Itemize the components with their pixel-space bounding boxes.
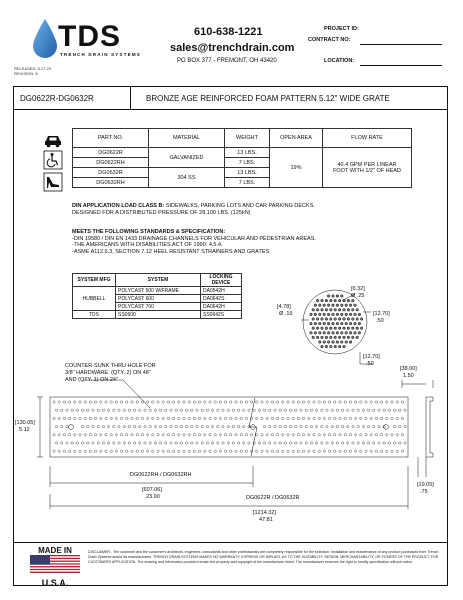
mfg-hubbell: HUBBELL <box>73 287 116 311</box>
grate-side-profile <box>426 397 433 457</box>
model-numbers: DG0622R-DG0632R <box>20 94 94 103</box>
dim-050a: .50 <box>376 318 384 324</box>
made-in-text: MADE IN <box>38 546 72 555</box>
half-grate-in: 23.90 <box>146 494 160 500</box>
table-row <box>73 148 412 158</box>
standard-item: -THE AMERICANS WITH DISABILITIES ACT OF 1990: 4.5.4. <box>72 242 223 249</box>
open-area: 19% <box>270 148 323 188</box>
part-no: DG0632RH <box>73 178 149 188</box>
system-name: POLYCAST 600 <box>116 295 201 303</box>
mailing-address: PO BOX 377 - FREMONT, OH 43420 <box>177 58 277 64</box>
water-drop-logo-icon <box>32 18 58 58</box>
full-grate-label: DG0622R / DG0632R <box>246 495 300 501</box>
col-material: MATERIAL <box>149 129 225 148</box>
detail-hole-pattern <box>310 295 363 348</box>
email-address[interactable]: sales@trenchdrain.com <box>170 42 295 54</box>
load-class <box>72 203 442 216</box>
col-part-no: PART NO. <box>73 129 149 148</box>
location-label: LOCATION: <box>324 58 355 64</box>
contract-line <box>360 44 442 45</box>
full-grate-mm: [1214.32] <box>253 510 276 516</box>
revision: REVISION: 8 <box>14 71 38 76</box>
material-galvanized: GALVANIZED <box>149 148 225 168</box>
grate-title: BRONZE AGE REINFORCED FOAM PATTERN 5.12" WIDE GRATE <box>146 94 390 103</box>
mfg-tds: TDS <box>73 311 116 319</box>
part-no: DG0622RH <box>73 158 149 168</box>
load-class-text: SIDEWALKS, PARKING LOTS AND CAR PARKING DECKS. <box>165 203 315 209</box>
countersink-note-2: 3/8" HARDWARE. (QTY. 2) ON 48" <box>65 370 151 376</box>
load-class-lead: DIN APPLICATION LOAD CLASS B: <box>72 203 165 209</box>
dim-1270a: [12.70] <box>373 311 390 317</box>
part-no: DG0632R <box>73 168 149 178</box>
system-name: SS0600 <box>116 311 201 319</box>
wheelchair-icon <box>44 151 62 169</box>
dim-019: Ø .19 <box>279 311 293 317</box>
title-divider <box>130 86 131 110</box>
locking-device: DA0542H <box>201 287 242 295</box>
flow-rate-line2: FOOT WITH 1/2" OF HEAD <box>333 167 401 174</box>
application-icons <box>42 131 64 197</box>
dim-050b: .50 <box>366 361 374 367</box>
released-date: RELEASED: 8.17.23 <box>14 66 51 71</box>
standards <box>72 229 447 255</box>
dim-025: Ø .25 <box>351 293 365 299</box>
footer-divider <box>13 542 448 543</box>
grate-hole-pattern <box>53 401 406 453</box>
spec-table <box>72 128 412 188</box>
standard-item: -DIN 19580 / DIN EN 1433 DRAINAGE CHANNELS FOR VEHICULAR AND PEDESTRIAN AREAS. <box>72 235 316 242</box>
locking-device: DA0642H <box>201 303 242 311</box>
dim-632: [6.32] <box>351 286 365 292</box>
weight: 13 LBS. <box>225 148 270 158</box>
dim-478: [4.78] <box>277 304 291 310</box>
project-id-label: PROJECT ID: <box>324 26 359 32</box>
weight: 7 LBS. <box>225 158 270 168</box>
standards-heading: MEETS THE FOLLOWING STANDARDS & SPECIFICATION: <box>72 229 226 235</box>
logo-subtitle: TRENCH DRAIN SYSTEMS <box>60 52 142 57</box>
countersink-note-1: COUNTER-SUNK THRU HOLE FOR <box>65 363 156 369</box>
dim-075: .75 <box>420 489 428 495</box>
col-system: SYSTEM <box>116 274 201 287</box>
high-heel-icon <box>44 173 62 191</box>
grate-drawing <box>13 280 448 542</box>
device-label: DEVICE <box>211 280 231 286</box>
dim-1270b: [12.70] <box>363 354 380 360</box>
flow-rate <box>323 148 412 188</box>
material-ss: 304 SS <box>149 168 225 188</box>
phone-number[interactable]: 610-638-1221 <box>194 26 263 38</box>
usa-text: U.S.A. <box>41 578 69 588</box>
locking-device: DA0642S <box>201 295 242 303</box>
logo-wordmark: TDS <box>58 20 121 53</box>
dim-512: 5.12 <box>19 427 30 433</box>
standard-item: -ASME A112.6.3, SECTION 7.12 HEEL RESISTANT STRAINERS AND GRATES. <box>72 248 271 255</box>
release-info <box>14 66 51 76</box>
dim-13005: [130.05] <box>15 420 35 426</box>
system-name: POLYCAST 500 W/FRAME <box>116 287 201 295</box>
col-system-mfg: SYSTEM MFG <box>73 274 116 287</box>
col-flow-rate: FLOW RATE <box>323 129 412 148</box>
spec-table-header <box>73 129 412 148</box>
countersink-note-3: AND (QTY. 1) ON 24" <box>65 377 118 383</box>
made-in-usa-badge <box>30 546 80 588</box>
location-line <box>360 65 442 66</box>
weight: 13 LBS. <box>225 168 270 178</box>
dim-150: 1.50 <box>403 373 414 379</box>
locking-label: LOCKING <box>209 274 233 280</box>
col-open-area: OPEN AREA <box>270 129 323 148</box>
flow-rate-line1: 40.4 GPM PER LINEAR <box>337 161 397 168</box>
system-name: POLYCAST 700 <box>116 303 201 311</box>
disclaimer: DISCLAIMER - The customer and the customer's architects, engineers, consultants and other professionals are completely responsible for the selection, installation and maintenance of any product purchased from Trench Drain Systems and/or its manufacturers. TRENCH DRAIN SYSTEMS MAKES NO WARRANTY, EXPRESS OR IMPLIED, AS TO THE SUITABILITY, DESIGN, MERCHANTABILITY, OR FITNESS OF THE PRODUCT FOR CUSTOMERS APPLICATION. The drawing and information provided remain the property and copyright of the manufacturer listed. The manufacturer reserves the right to modify specification without notice. <box>88 550 439 564</box>
dim-1905: [19.05] <box>417 482 434 488</box>
half-grate-mm: [607.06] <box>142 487 162 493</box>
dim-3800: [38.00] <box>400 366 417 372</box>
load-class-line2: DESIGNED FOR A DISTRIBUTED PRESSURE OF 28,100 LBS. (125kN) <box>72 209 251 216</box>
col-weight: WEIGHT <box>225 129 270 148</box>
full-grate-in: 47.81 <box>259 517 273 523</box>
locking-device: SS0642S <box>201 311 242 319</box>
half-grate-label: DG0622RH / DG0632RH <box>130 472 192 478</box>
part-no: DG0622R <box>73 148 149 158</box>
us-flag-icon <box>30 555 80 573</box>
contract-label: CONTRACT NO: <box>308 37 351 43</box>
car-icon <box>45 136 61 147</box>
weight: 7 LBS. <box>225 178 270 188</box>
